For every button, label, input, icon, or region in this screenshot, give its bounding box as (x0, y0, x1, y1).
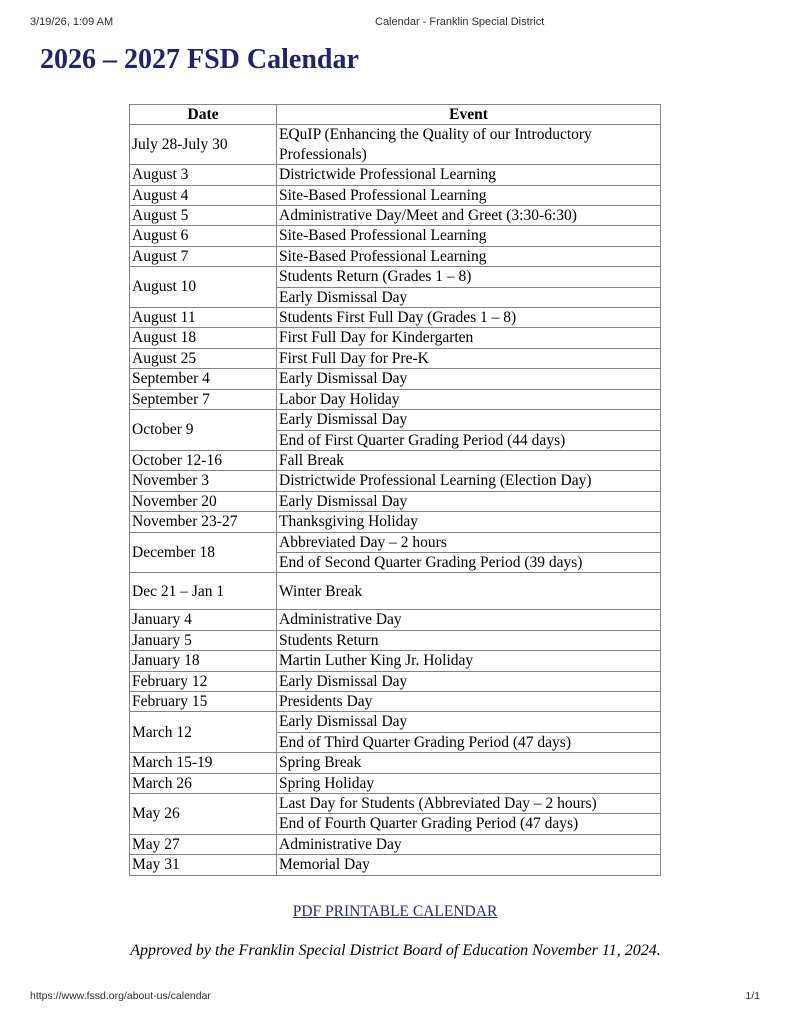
calendar-table (129, 104, 661, 876)
date-cell: November 3 (130, 471, 277, 491)
event-cell: Districtwide Professional Learning (277, 165, 661, 185)
table-row (130, 185, 661, 205)
date-cell: January 4 (130, 610, 277, 630)
event-cell: Early Dismissal Day (277, 712, 661, 732)
table-row (130, 471, 661, 491)
date-cell: March 26 (130, 773, 277, 793)
table-row (130, 226, 661, 246)
date-cell: August 18 (130, 328, 277, 348)
table-row (130, 794, 661, 814)
event-cell: First Full Day for Kindergarten (277, 328, 661, 348)
table-row (130, 712, 661, 732)
column-header-event: Event (277, 105, 661, 125)
table-row (130, 651, 661, 671)
event-cell: Early Dismissal Day (277, 491, 661, 511)
date-cell: August 6 (130, 226, 277, 246)
print-header-page-title: Calendar - Franklin Special District (375, 16, 545, 28)
date-cell: August 5 (130, 206, 277, 226)
table-row (130, 348, 661, 368)
date-cell: February 12 (130, 671, 277, 691)
event-cell: EQuIP (Enhancing the Quality of our Introductory Professionals) (277, 125, 661, 165)
table-row (130, 491, 661, 511)
print-footer-url: https://www.fssd.org/about-us/calendar (30, 990, 211, 1002)
date-cell: August 11 (130, 308, 277, 328)
date-cell: May 26 (130, 794, 277, 835)
date-cell: October 9 (130, 410, 277, 451)
table-row (130, 773, 661, 793)
date-cell: January 5 (130, 630, 277, 650)
table-row (130, 532, 661, 552)
event-cell: Students First Full Day (Grades 1 – 8) (277, 308, 661, 328)
table-row (130, 328, 661, 348)
table-row (130, 308, 661, 328)
event-cell: End of Second Quarter Grading Period (39 days) (277, 552, 661, 572)
event-cell: Spring Break (277, 753, 661, 773)
date-cell: December 18 (130, 532, 277, 573)
event-cell: Site-Based Professional Learning (277, 246, 661, 266)
date-cell: July 28-July 30 (130, 125, 277, 165)
event-cell: Site-Based Professional Learning (277, 226, 661, 246)
table-row (130, 267, 661, 287)
table-row (130, 630, 661, 650)
event-cell: Early Dismissal Day (277, 410, 661, 430)
event-cell: Early Dismissal Day (277, 369, 661, 389)
table-row (130, 206, 661, 226)
date-cell: March 15-19 (130, 753, 277, 773)
pdf-printable-calendar-link[interactable]: PDF PRINTABLE CALENDAR (292, 903, 498, 920)
event-cell: Site-Based Professional Learning (277, 185, 661, 205)
date-cell: August 7 (130, 246, 277, 266)
table-row (130, 573, 661, 610)
event-cell: Martin Luther King Jr. Holiday (277, 651, 661, 671)
date-cell: August 4 (130, 185, 277, 205)
table-row (130, 753, 661, 773)
event-cell: Fall Break (277, 450, 661, 470)
approval-note: Approved by the Franklin Special District Board of Education November 11, 2024. (130, 942, 661, 959)
event-cell: Administrative Day (277, 610, 661, 630)
date-cell: November 23-27 (130, 512, 277, 532)
date-cell: Dec 21 – Jan 1 (130, 573, 277, 610)
print-footer-page-indicator: 1/1 (745, 990, 760, 1002)
event-cell: Labor Day Holiday (277, 389, 661, 409)
event-cell: End of Fourth Quarter Grading Period (47 days) (277, 814, 661, 834)
table-row (130, 389, 661, 409)
table-row (130, 512, 661, 532)
pdf-link-container (129, 903, 661, 921)
date-cell: May 27 (130, 834, 277, 854)
table-row (130, 691, 661, 711)
date-cell: May 31 (130, 855, 277, 875)
date-cell: August 25 (130, 348, 277, 368)
event-cell: Students Return (277, 630, 661, 650)
table-row (130, 610, 661, 630)
date-cell: January 18 (130, 651, 277, 671)
print-header-datetime: 3/19/26, 1:09 AM (30, 16, 114, 28)
date-cell: October 12-16 (130, 450, 277, 470)
table-row (130, 855, 661, 875)
page-title: 2026 – 2027 FSD Calendar (40, 44, 359, 75)
table-header-row (130, 105, 661, 125)
event-cell: Administrative Day (277, 834, 661, 854)
event-cell: Presidents Day (277, 691, 661, 711)
event-cell: Thanksgiving Holiday (277, 512, 661, 532)
date-cell: March 12 (130, 712, 277, 753)
event-cell: Abbreviated Day – 2 hours (277, 532, 661, 552)
table-row (130, 125, 661, 165)
table-row (130, 410, 661, 430)
event-cell: Winter Break (277, 573, 661, 610)
column-header-date: Date (130, 105, 277, 125)
date-cell: August 10 (130, 267, 277, 308)
event-cell: Memorial Day (277, 855, 661, 875)
table-row (130, 165, 661, 185)
event-cell: End of First Quarter Grading Period (44 days) (277, 430, 661, 450)
date-cell: August 3 (130, 165, 277, 185)
event-cell: Early Dismissal Day (277, 287, 661, 307)
table-row (130, 671, 661, 691)
event-cell: Last Day for Students (Abbreviated Day – 2 hours) (277, 794, 661, 814)
table-row (130, 450, 661, 470)
event-cell: Districtwide Professional Learning (Election Day) (277, 471, 661, 491)
event-cell: Administrative Day/Meet and Greet (3:30-6:30) (277, 206, 661, 226)
event-cell: Students Return (Grades 1 – 8) (277, 267, 661, 287)
event-cell: Spring Holiday (277, 773, 661, 793)
date-cell: September 7 (130, 389, 277, 409)
date-cell: February 15 (130, 691, 277, 711)
table-row (130, 369, 661, 389)
event-cell: First Full Day for Pre-K (277, 348, 661, 368)
event-cell: End of Third Quarter Grading Period (47 days) (277, 732, 661, 752)
date-cell: September 4 (130, 369, 277, 389)
table-row (130, 834, 661, 854)
date-cell: November 20 (130, 491, 277, 511)
event-cell: Early Dismissal Day (277, 671, 661, 691)
table-row (130, 246, 661, 266)
